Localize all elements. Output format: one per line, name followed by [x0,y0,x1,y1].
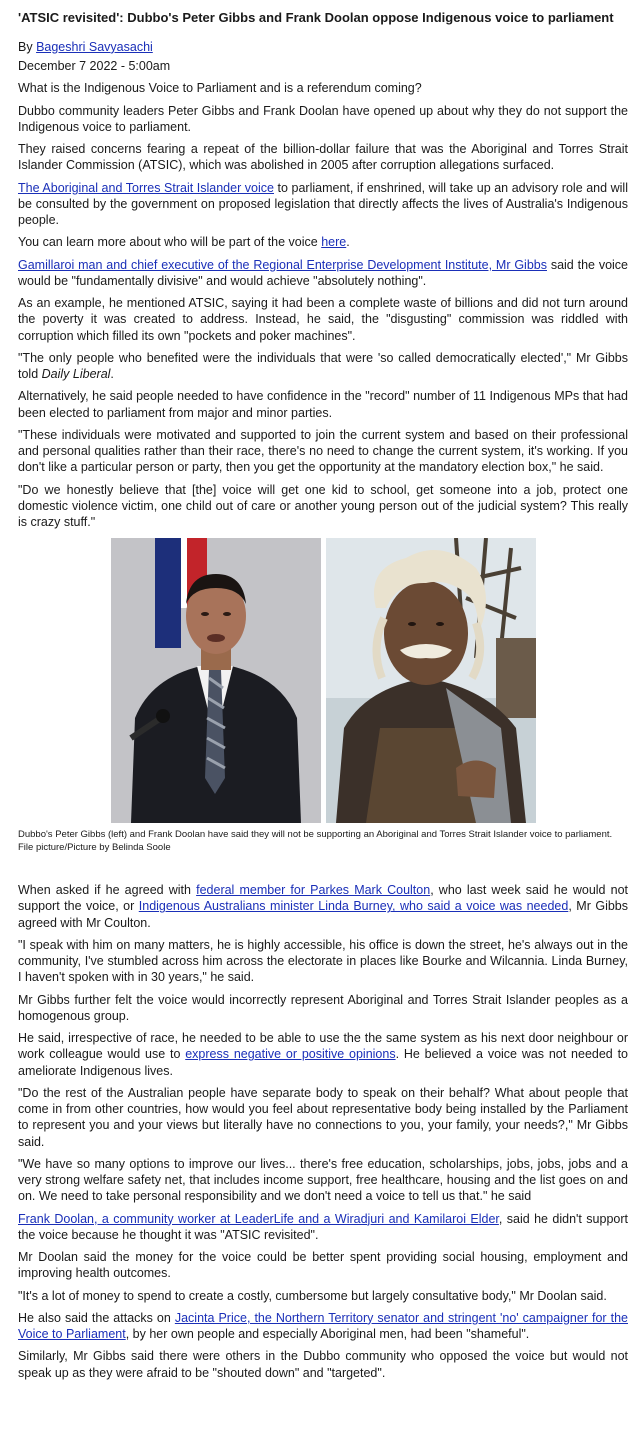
paragraph-20: "It's a lot of money to spend to create a costly, cumbersome but largely consultative body," Mr Doolan said. [18,1288,607,1303]
voice-explainer-link[interactable]: The Aboriginal and Torres Strait Islander voice [18,180,274,195]
paragraph-8-text: "The only people who benefited were the individuals that were 'so called democratically elected'," Mr Gibbs told [18,350,628,382]
linda-burney-link[interactable]: Indigenous Australians minister Linda Burney, who said a voice was needed [138,899,569,914]
article-photos [18,538,628,823]
paragraph-21-a: He also said the attacks on [18,1310,175,1325]
article-headline: 'ATSIC revisited': Dubbo's Peter Gibbs and Frank Doolan oppose Indigenous voice to parliament [18,10,614,25]
paragraph-5 [18,234,628,250]
paragraph-14: Mr Gibbs further felt the voice would incorrectly represent Aboriginal and Torres Strait Islander peoples as a homogenous group. [18,992,628,1023]
paragraph-18-text: , said he didn't support the voice because he thought it was "ATSIC revisited". [18,1211,628,1242]
paragraph-16: "Do the rest of the Australian people have separate body to speak on their behalf? What about people that come in from other countries, how would you feel about representative body being installed by the Parliament to represent you and your views but literally have no connections to you, your family, your needs?," Mr Gibbs said. [18,1085,628,1149]
mark-coulton-link[interactable]: federal member for Parkes Mark Coulton [196,883,431,898]
paragraph-21 [18,1310,628,1343]
paragraph-6 [18,257,628,290]
paragraph-4-text: to parliament, if enshrined, will take up an advisory role and will be consulted by the government on proposed legislation that directly affects the lives of Australia's Indigenous people. [18,180,628,228]
paragraph-12-b: , who last week said he would not support the voice, or [18,883,629,914]
frank-doolan-image [326,538,536,823]
paragraph-2: Dubbo community leaders Peter Gibbs and Frank Doolan have opened up about why they do not support the Indigenous voice to parliament. [18,103,628,134]
byline-prefix: By [18,39,37,54]
paragraph-22: Similarly, Mr Gibbs said there were others in the Dubbo community who opposed the voice but would not speak up as they were afraid to be "shouted down" and "targeted". [18,1349,628,1380]
paragraph-5-end: . [346,235,350,250]
paragraph-8 [18,350,628,383]
paragraph-8-end: . [110,367,114,382]
paragraph-5-text: You can learn more about who will be part of the voice [18,235,322,250]
paragraph-19: Mr Doolan said the money for the voice could be better spent providing social housing, employment and improving health outcomes. [18,1250,628,1281]
photo-frank-doolan [326,538,536,823]
frank-doolan-link[interactable]: Frank Doolan, a community worker at LeaderLife and a Wiradjuri and Kamilaroi Elder [18,1211,499,1226]
peter-gibbs-image [111,538,321,823]
paragraph-12 [18,882,628,931]
gibbs-profile-link[interactable]: Gamillaroi man and chief executive of the Regional Enterprise Development Institute, Mr Gibbs [18,257,547,272]
paragraph-7: As an example, he mentioned ATSIC, saying it had been a complete waste of billions and did not turn around the poverty it was created to address. Instead, he said, the "disgusting" commission was riddled with corruption which filled its own "pockets and poker machines". [18,296,628,343]
paragraph-15 [18,1030,628,1079]
paragraph-10: "These individuals were motivated and supported to join the current system and based on their professional and personal qualities rather than their race, there's no need to change the current system, it's working. If you don't like a particular person or party, then you get the opportunity at the mandatory election box," he said. [18,427,628,475]
paragraph-11: "Do we honestly believe that [the] voice will get one kid to school, get someone into a job, protect one domestic violence victim, one child out of care or another young person out of the judicial system? This really is crazy stuff." [18,482,628,530]
paragraph-13: "I speak with him on many matters, he is highly accessible, his office is down the street, he's always out in the community, I've stumbled across him across the electorate in places like Bourke and Wilcannia. Linda Burney, I haven't spoken with in 30 years," he said. [18,937,628,985]
paragraph-12-a: When asked if he agreed with [18,883,197,898]
byline [18,39,628,55]
paragraph-15-b: . He believed a voice was not needed to ameliorate Indigenous lives. [18,1047,629,1078]
paragraph-12-c: , Mr Gibbs agreed with Mr Coulton. [18,899,628,930]
jacinta-price-link[interactable]: Jacinta Price, the Northern Territory senator and stringent 'no' campaigner for the Voice to Parliament [18,1310,628,1342]
paragraph-17: "We have so many options to improve our lives... there's free education, scholarships, jobs, jobs, jobs and a very strong welfare safety net, that includes income support, free healthcare, housing and the list goes on and on. We need to take personal responsibility and we don't need a voice to tell us that." he said [18,1156,628,1204]
express-opinions-link[interactable]: express negative or positive opinions [185,1047,396,1062]
photo-peter-gibbs [111,538,321,823]
paragraph-15-a: He said, irrespective of race, he needed to be able to use the the same system as his next door neighbour or work colleague would use to [18,1031,628,1062]
author-link[interactable]: Bageshri Savyasachi [36,39,153,54]
paragraph-4 [18,180,628,229]
paragraph-18 [18,1211,628,1244]
paragraph-9: Alternatively, he said people needed to have confidence in the "record" number of 11 Indigenous MPs that had been elected to parliament from major and minor parties. [18,389,628,420]
publication-name: Daily Liberal [41,367,111,382]
paragraph-3: They raised concerns fearing a repeat of the billion-dollar failure that was the Aboriginal and Torres Strait Islander Commission (ATSIC), which was abolished in 2005 after corruption allegations surfaced. [18,142,628,173]
paragraph-6-text: said the voice would be "fundamentally divisive" and would achieve "absolutely nothing". [18,257,628,288]
paragraph-21-b: , by her own people and especially Aboriginal men, had been "shameful". [125,1327,530,1342]
paragraph-1: What is the Indigenous Voice to Parliament and is a referendum coming? [18,81,422,96]
voice-members-link[interactable]: here [321,235,347,250]
photo-caption: Dubbo's Peter Gibbs (left) and Frank Doolan have said they will not be supporting an Aboriginal and Torres Strait Islander voice to parliament. File picture/Picture by Belinda Soole [18,829,613,853]
publish-date: December 7 2022 - 5:00am [18,59,171,74]
